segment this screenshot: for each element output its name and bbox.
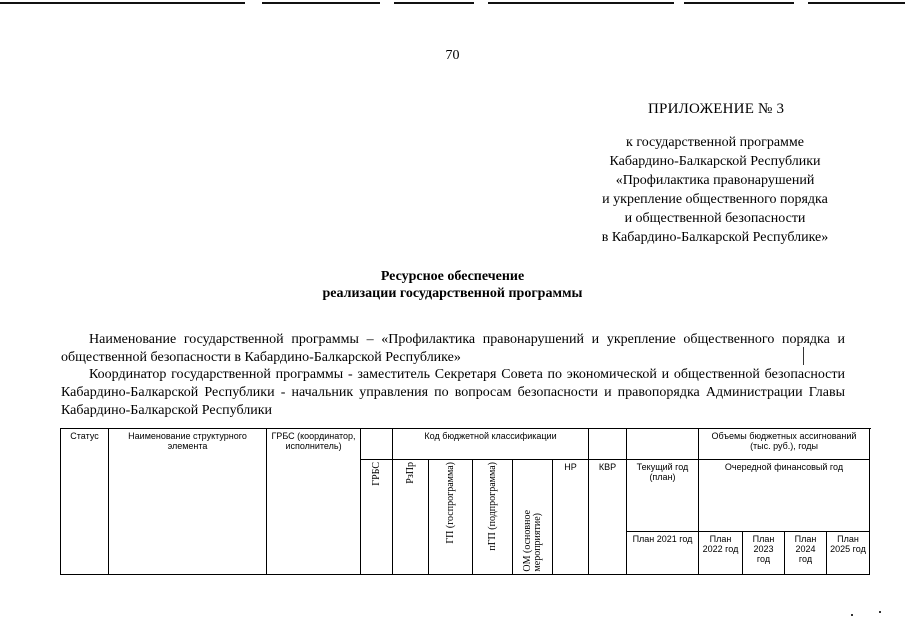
header-budget-volumes: Объемы бюджетных ассигнований (тыс. руб.), годы: [699, 429, 870, 460]
program-name-paragraph: Наименование государственной программы – «Профилактика правонарушений и укрепление общественного порядка и общественной безопасности в Кабардино-Балкарской Республике»: [61, 332, 845, 365]
appendix-line: в Кабардино-Балкарской Республике»: [601, 230, 829, 245]
appendix-line: к государственной программе: [626, 135, 804, 150]
scan-artifact-line: [684, 2, 794, 4]
header-plan-year: План 2022 год: [699, 532, 743, 575]
header-rzpr-text: РзПр: [404, 462, 416, 485]
header-gp-text: ГП (госпрограмма): [444, 462, 456, 545]
header-plan-year: План 2025 год: [827, 532, 870, 575]
coordinator-paragraph: Координатор государственной программы - заместитель Секретаря Совета по экономической и общественной безопасности Кабардино-Балкарской Республики - начальник управления по вопросам безопасности и правопорядка Администрации Главы Кабардино-Балкарской Республики: [61, 367, 845, 418]
appendix-subtitle: [580, 133, 850, 247]
header-kvr: КВР: [589, 460, 627, 575]
header-gp: [429, 460, 473, 575]
header-grbs-coordinator: ГРБС (координатор, исполнитель): [267, 429, 361, 575]
appendix-line: и общественной безопасности: [624, 211, 806, 226]
header-next-period: Очередной финансовый год: [699, 460, 870, 532]
scan-artifact-line: [262, 2, 380, 4]
header-empty-cell: [627, 429, 699, 460]
header-rzpr: [393, 460, 429, 575]
header-om-text: ОМ (основное мероприятие): [521, 510, 543, 572]
appendix-line: и укрепление общественного порядка: [602, 192, 828, 207]
page-number: 70: [445, 48, 460, 63]
scan-artifact-mark: [851, 614, 853, 616]
header-status: Статус: [61, 429, 109, 575]
header-pgp-text: пГП (подпрограмма): [486, 462, 498, 552]
scan-artifact-line: [488, 2, 674, 4]
header-grbs-text: ГРБС: [370, 462, 382, 487]
header-current-year: Текущий год (план): [627, 460, 699, 532]
document-title-line: реализации государственной программы: [322, 286, 583, 301]
document-title-line: Ресурсное обеспечение: [380, 269, 525, 284]
header-budget-code: Код бюджетной классификации: [393, 429, 589, 460]
header-om: [513, 460, 553, 575]
header-plan-year: План 2023 год: [743, 532, 785, 575]
appendix-line: «Профилактика правонарушений: [615, 173, 815, 188]
scan-artifact-mark: [879, 611, 881, 613]
header-plan-year: План 2021 год: [627, 532, 699, 575]
header-plan-year: План 2024 год: [785, 532, 827, 575]
header-empty-cell: [361, 429, 393, 460]
appendix-line: Кабардино-Балкарской Республики: [609, 154, 821, 169]
appendix-title: ПРИЛОЖЕНИЕ № 3: [648, 101, 785, 117]
header-empty-cell: [589, 429, 627, 460]
document-title: [0, 268, 905, 302]
scan-artifact-line: [0, 2, 245, 4]
scan-artifact-line: [394, 2, 474, 4]
header-nr: НР: [553, 460, 589, 575]
resource-table: [60, 428, 870, 575]
header-grbs: [361, 460, 393, 575]
scan-artifact-line: [808, 2, 905, 4]
header-element-name: Наименование структурного элемента: [109, 429, 267, 575]
header-pgp: [473, 460, 513, 575]
